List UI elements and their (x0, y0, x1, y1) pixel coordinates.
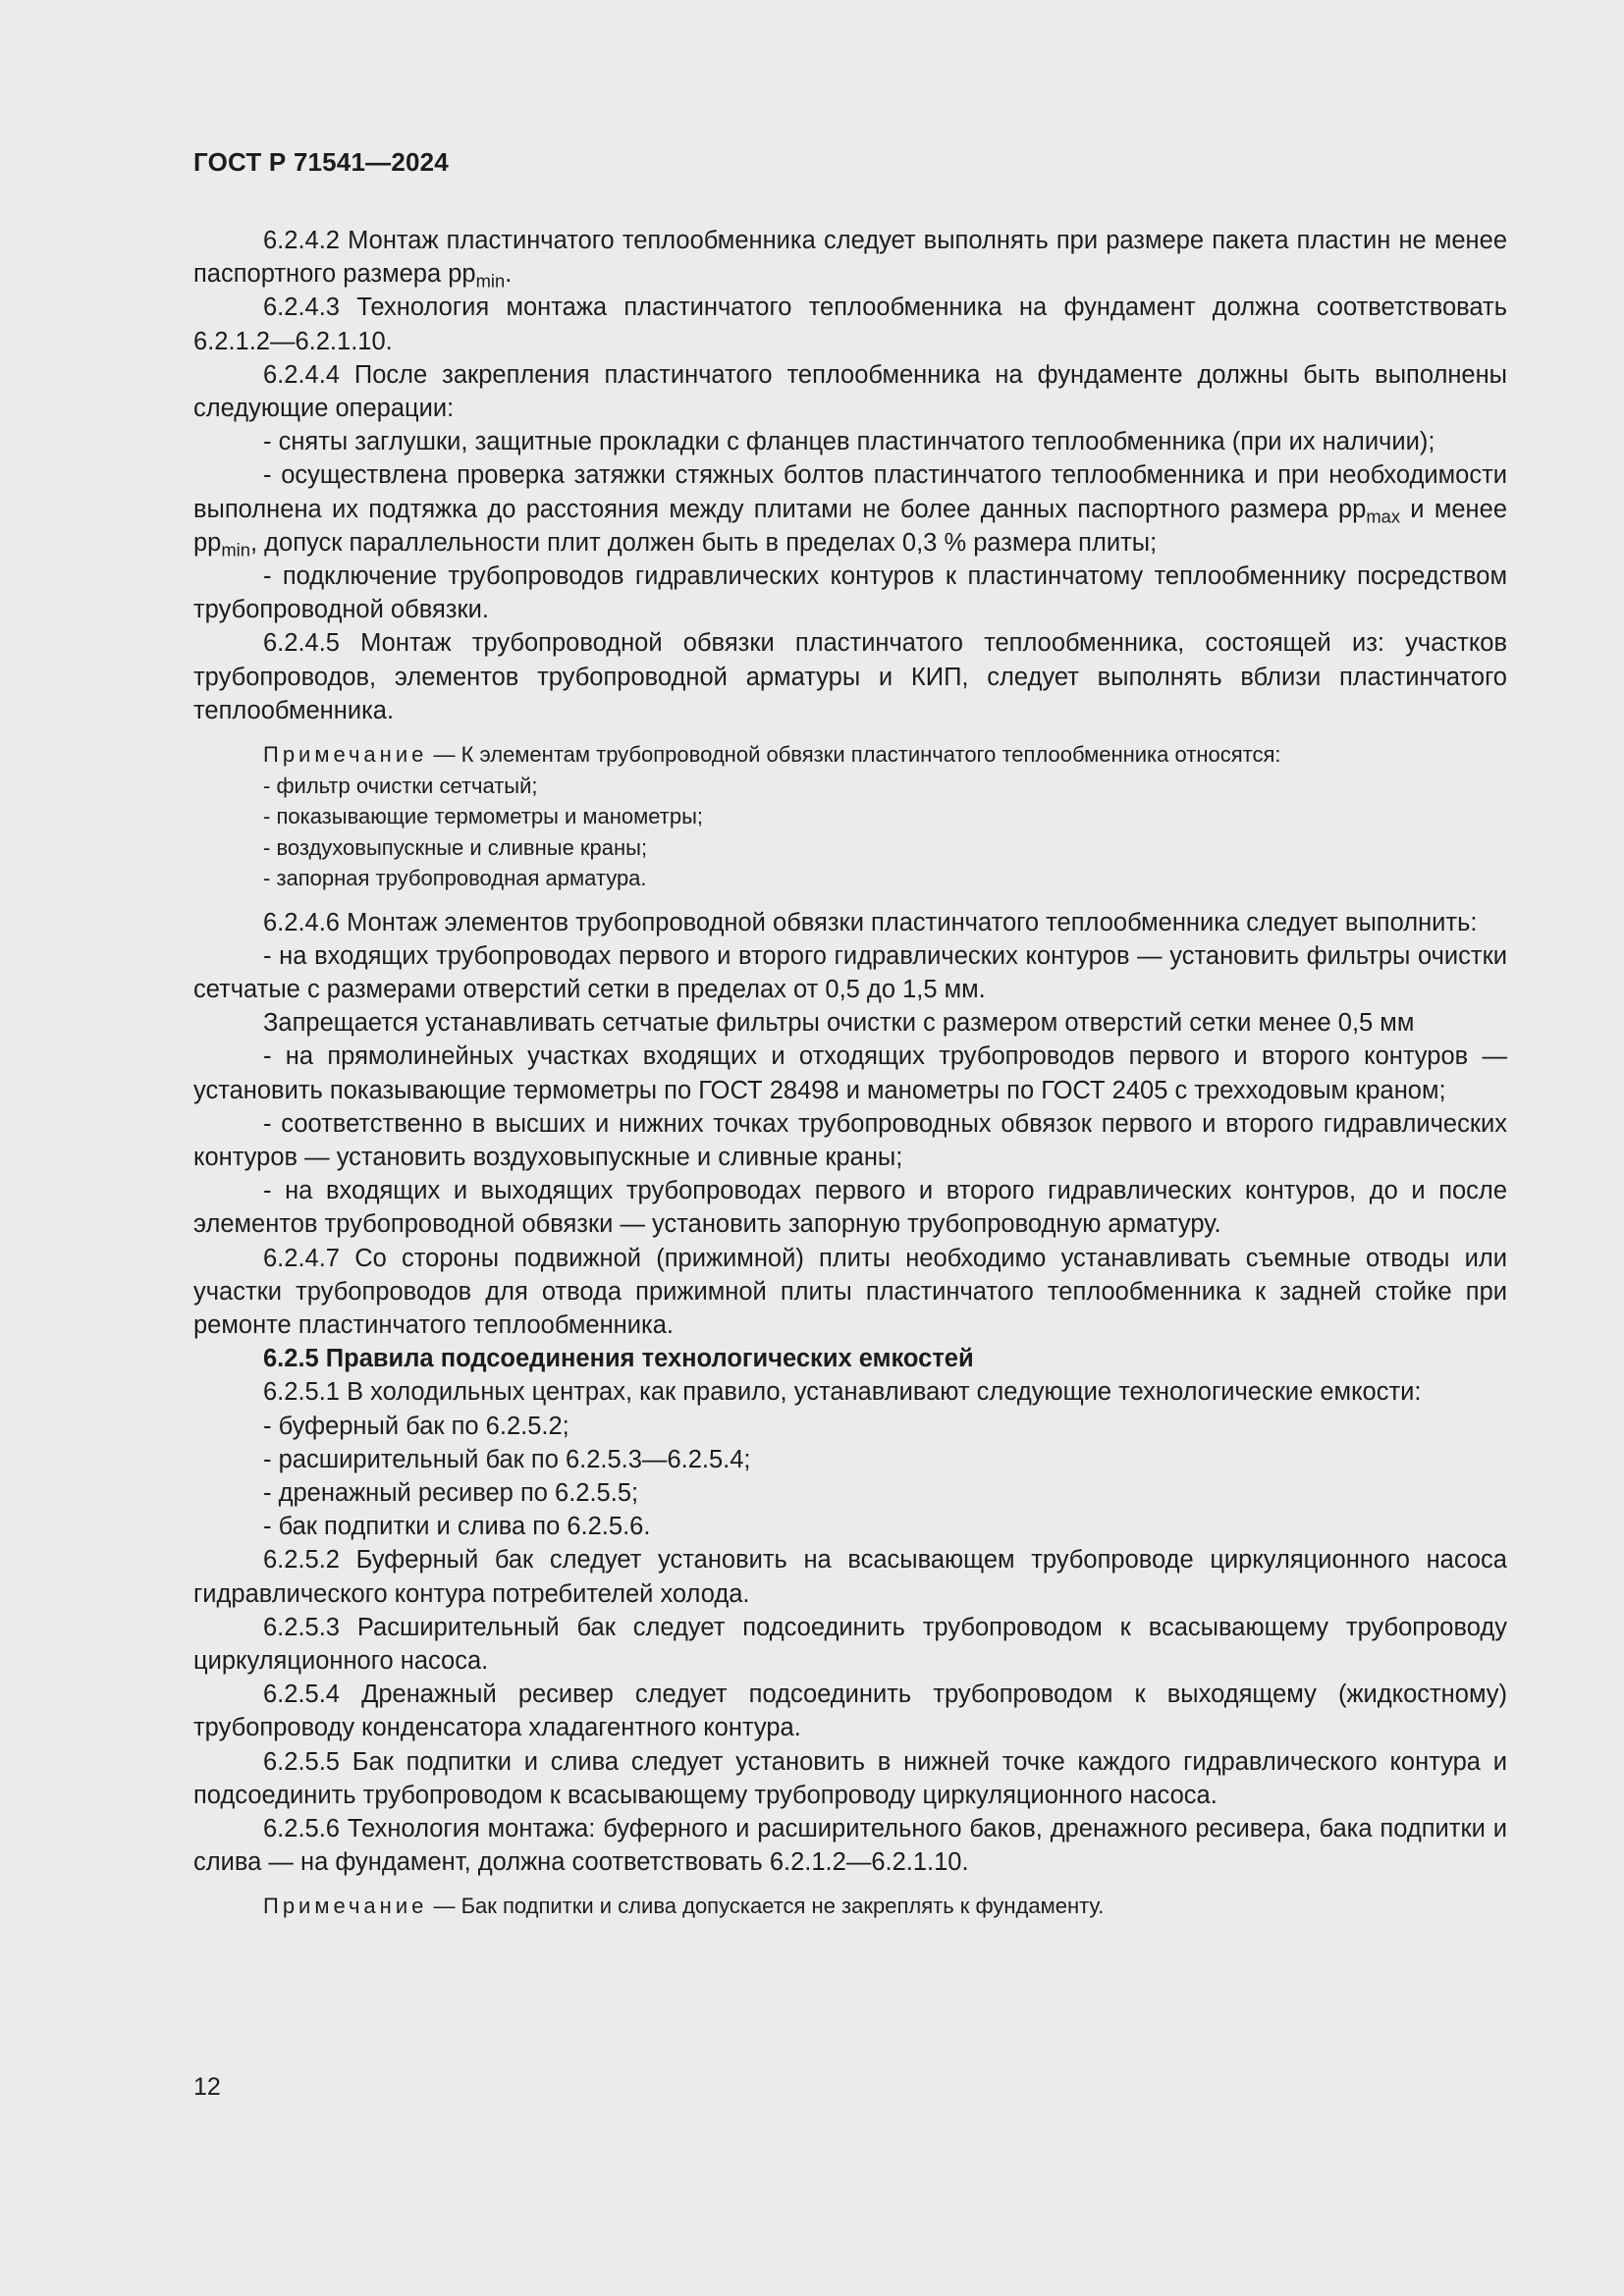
paragraph-6-2-5-5: 6.2.5.5 Бак подпитки и слива следует установить в нижней точке каждого гидравлического контура и подсоединить трубопроводом к всасывающему трубопроводу циркуляционного насоса. (193, 1747, 1507, 1809)
paragraph-6-2-5-4: 6.2.5.4 Дренажный ресивер следует подсоединить трубопроводом к выходящему (жидкостному) трубопроводу конденсатора хладагентного контура. (193, 1681, 1507, 1742)
list-item-text: - осуществлена проверка затяжки стяжных болтов пластинчатого теплообменника и при необходимости выполнена их подтяжка до расстояния между плитами не более данных паспортного размера pp (193, 461, 1507, 523)
section-heading: 6.2.5 Правила подсоединения технологических емкостей (263, 1345, 974, 1373)
paragraph-6-2-5-6: 6.2.5.6 Технология монтажа: буферного и расширительного баков, дренажного ресивера, бака подпитки и слива — на фундамент, должна соответствовать 6.2.1.2—6.2.1.10. (193, 1815, 1507, 1877)
paragraph-6-2-5-3: 6.2.5.3 Расширительный бак следует подсоединить трубопроводом к всасывающему трубопроводу циркуляционного насоса. (193, 1613, 1507, 1676)
note-list-item: - воздуховыпускные и сливные краны; (263, 834, 648, 860)
note-list-item: - запорная трубопроводная арматура. (263, 866, 647, 891)
note-list-item: - показывающие термометры и манометры; (263, 804, 704, 829)
note (263, 1891, 1507, 1922)
list-item: - на входящих и выходящих трубопроводах первого и второго гидравлических контуров, до и после элементов трубопроводной обвязки — установить запорную трубопроводную арматуру. (193, 1177, 1507, 1239)
list-item-text: и менее pp (193, 495, 1507, 557)
note-list-item: - фильтр очистки сетчатый; (263, 773, 538, 798)
page-number: 12 (193, 2073, 221, 2101)
list-item: - на входящих трубопроводах первого и второго гидравлических контуров — установить фильтры очистки сетчатые с размерами отверстий сетки в пределах от 0,5 до 1,5 мм. (193, 941, 1507, 1003)
paragraph-6-2-5-1: 6.2.5.1 В холодильных центрах, как правило, устанавливают следующие технологические емкости: (263, 1378, 1422, 1407)
list-item: - бак подпитки и слива по 6.2.5.6. (263, 1513, 651, 1541)
prohibition-text: Запрещается устанавливать сетчатые фильтры очистки с размером отверстий сетки менее 0,5 мм (263, 1009, 1415, 1038)
list-item: - расширительный бак по 6.2.5.3—6.2.5.4; (263, 1445, 751, 1473)
note-block (193, 1891, 1507, 1922)
paragraph-6-2-4-2 (193, 224, 1507, 291)
subscript: min (221, 539, 250, 561)
note-label: Примечание (263, 742, 428, 768)
list-item: - сняты заглушки, защитные прокладки с фланцев пластинчатого теплообменника (при их наличии); (263, 428, 1435, 456)
list-item: - буферный бак по 6.2.5.2; (263, 1412, 569, 1440)
list-item-text: , допуск параллельности плит должен быть в пределах 0,3 % размера плиты; (249, 528, 1158, 557)
page-header-standard-code: ГОСТ Р 71541—2024 (193, 147, 449, 177)
subscript: max (1366, 506, 1400, 527)
list-item: - на прямолинейных участках входящих и отходящих трубопроводов первого и второго контуров — установить показывающие термометры по ГОСТ 28498 и манометры по ГОСТ 2405 с трехходовым краном; (193, 1042, 1507, 1104)
paragraph-6-2-4-4: 6.2.4.4 После закрепления пластинчатого теплообменника на фундаменте должны быть выполнены следующие операции: (193, 360, 1507, 423)
paragraph-text: 6.2.4.2 Монтаж пластинчатого теплообменника следует выполнять при размере пакета пластин не менее паспортного размера pp (193, 227, 1507, 289)
note-text: — Бак подпитки и слива допускается не закреплять к фундаменту. (427, 1894, 1105, 1919)
note (263, 739, 1507, 771)
paragraph-6-2-4-5: 6.2.4.5 Монтаж трубопроводной обвязки пластинчатого теплообменника, состоящей из: участков трубопроводов, элементов трубопроводной арматуры и КИП, следует выполнять вблизи пластинчатого теплообменника. (193, 629, 1507, 724)
note-label: Примечание (263, 1894, 428, 1919)
paragraph-text: . (505, 260, 513, 289)
paragraph-6-2-4-6: 6.2.4.6 Монтаж элементов трубопроводной обвязки пластинчатого теплообменника следует выполнить: (263, 908, 1478, 936)
list-item: - соответственно в высших и нижних точках трубопроводных обвязок первого и второго гидравлических контуров — установить воздуховыпускные и сливные краны; (193, 1109, 1507, 1171)
subscript: min (475, 270, 506, 292)
note-block (193, 739, 1507, 894)
list-item: - подключение трубопроводов гидравлических контуров к пластинчатому теплообменнику посредством трубопроводной обвязки. (193, 562, 1507, 624)
list-item: - дренажный ресивер по 6.2.5.5; (263, 1479, 639, 1507)
paragraph-6-2-5-2: 6.2.5.2 Буферный бак следует установить на всасывающем трубопроводе циркуляционного насоса гидравлического контура потребителей холода. (193, 1546, 1507, 1608)
paragraph-6-2-4-3: 6.2.4.3 Технология монтажа пластинчатого теплообменника на фундамент должна соответствовать 6.2.1.2—6.2.1.10. (193, 294, 1507, 355)
note-text: — К элементам трубопроводной обвязки пластинчатого теплообменника относятся: (427, 742, 1281, 768)
list-item (193, 458, 1507, 560)
document-body (193, 224, 1507, 1934)
paragraph-6-2-4-7: 6.2.4.7 Со стороны подвижной (прижимной) плиты необходимо устанавливать съемные отводы или участки трубопроводов для отвода прижимной плиты пластинчатого теплообменника к задней стойке при ремонте пластинчатого теплообменника. (193, 1244, 1507, 1339)
